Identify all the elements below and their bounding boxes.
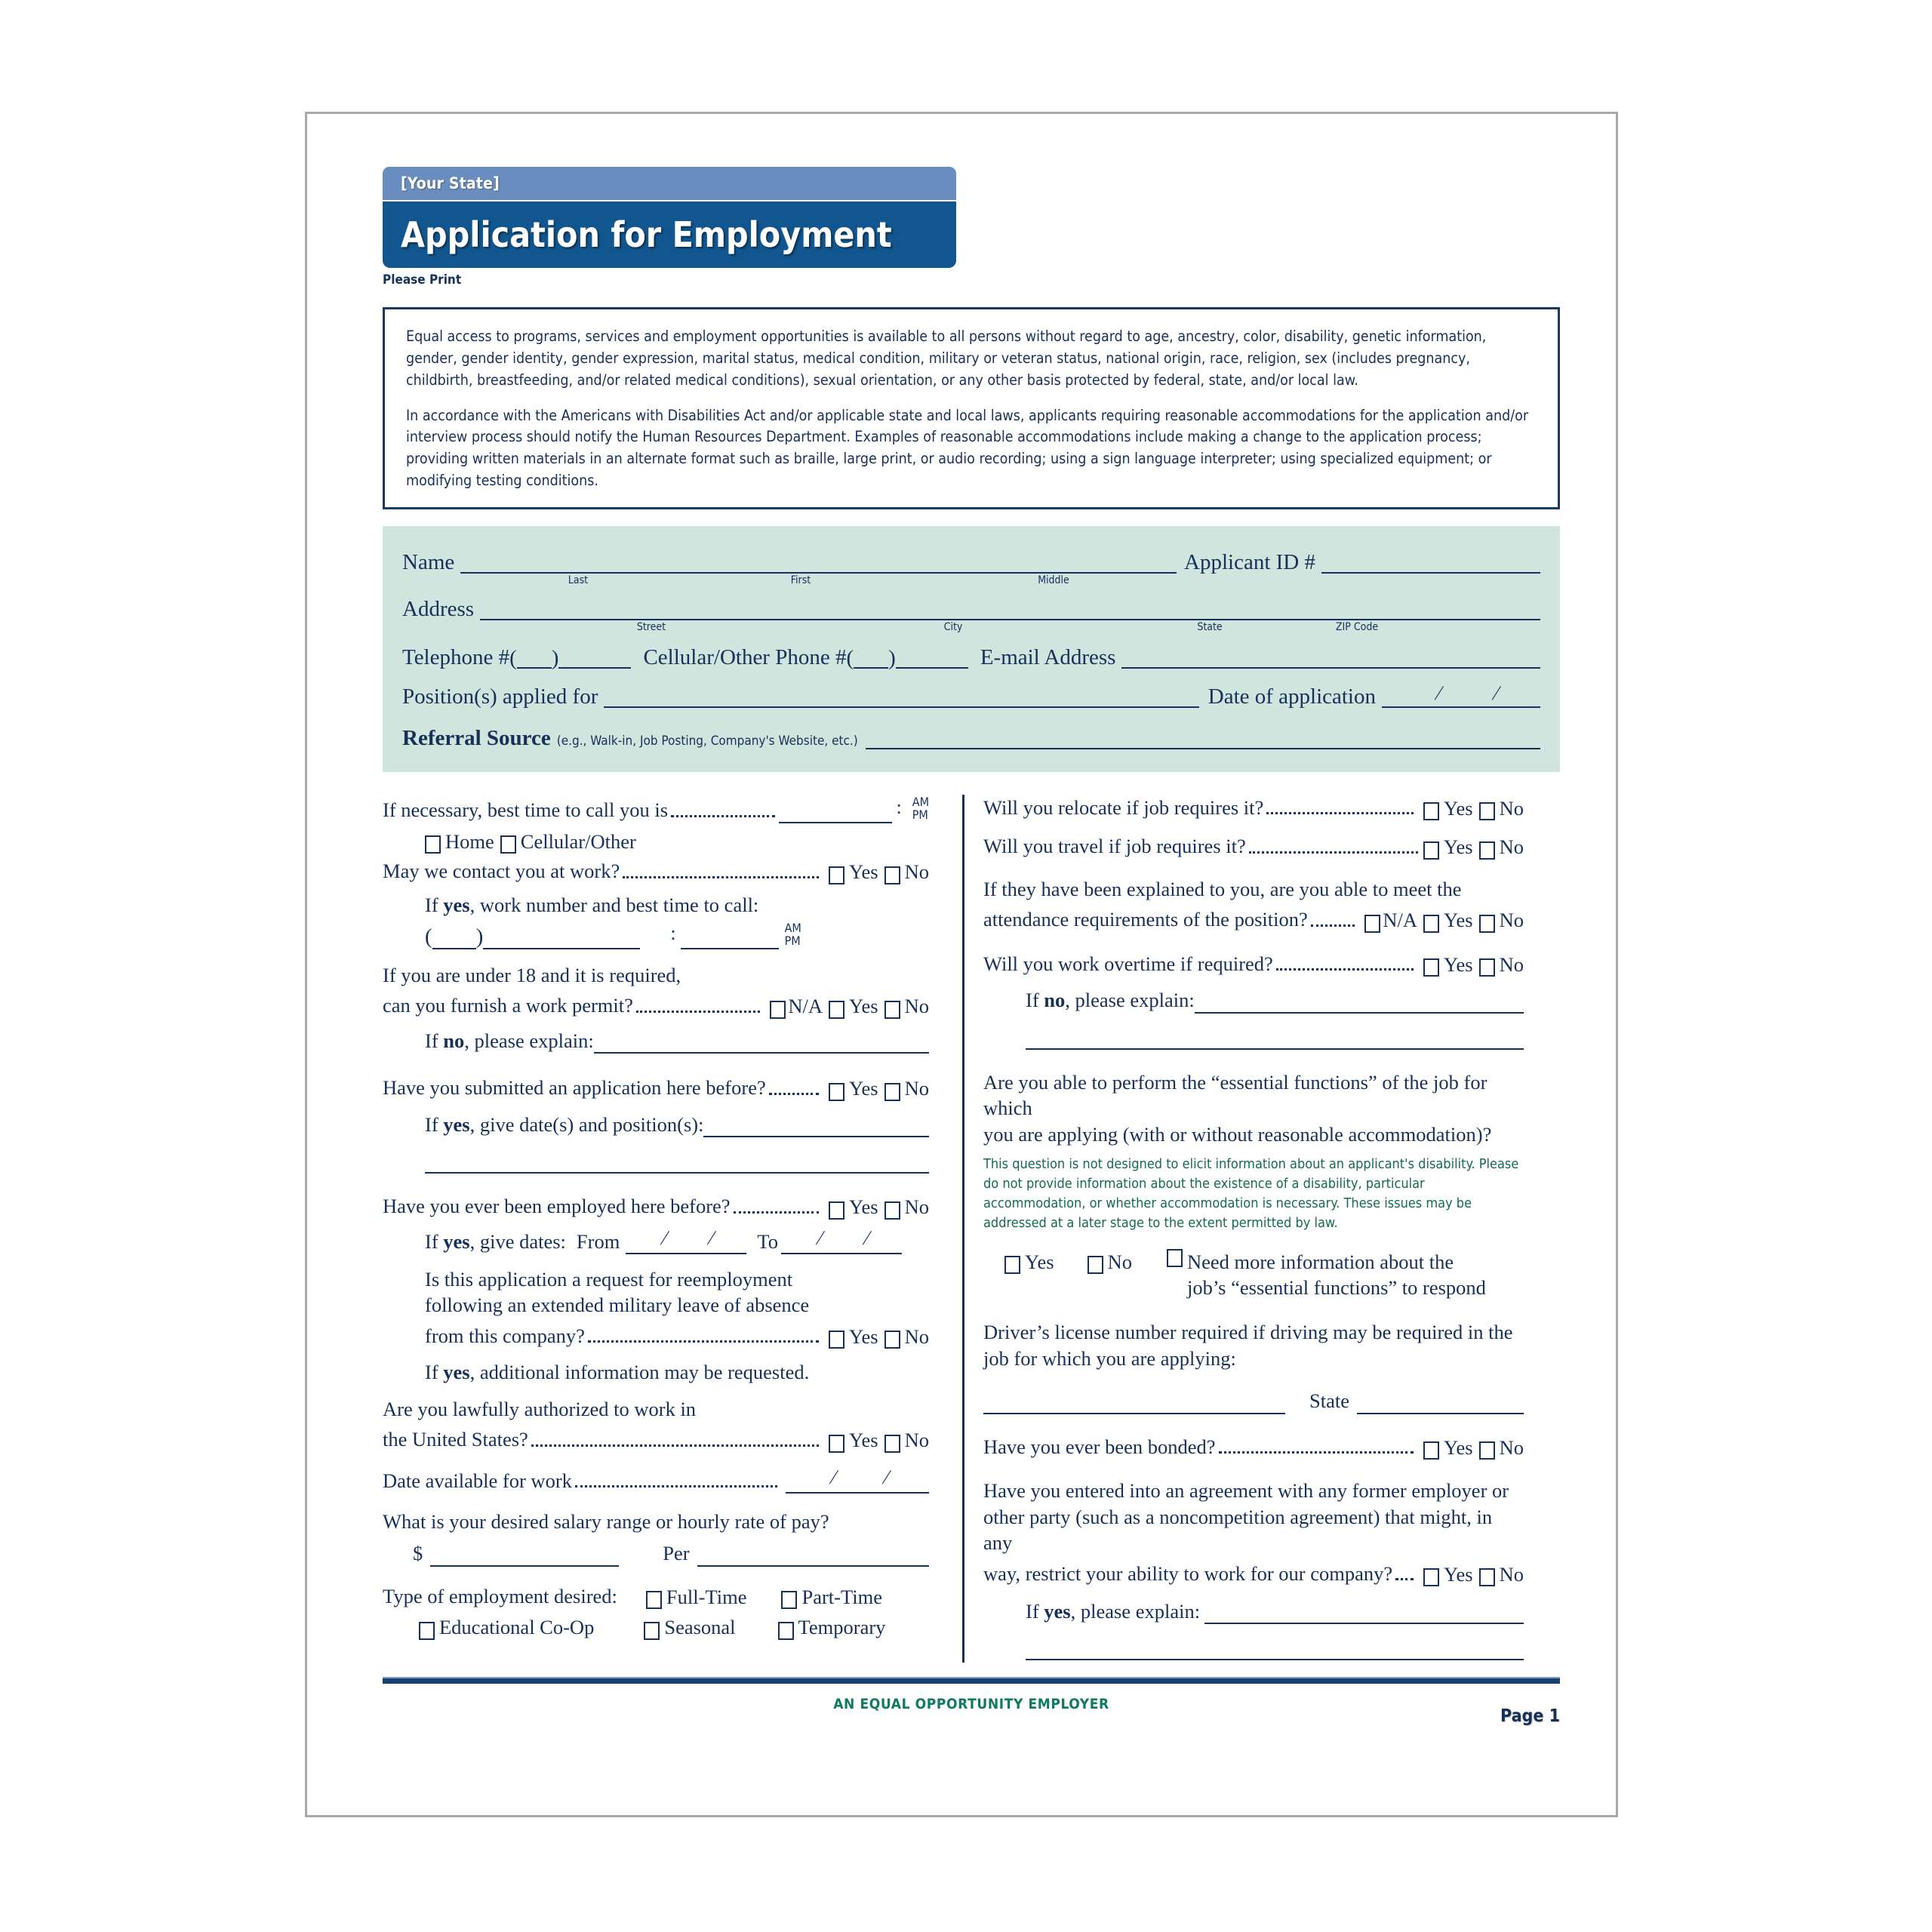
overtime-yes[interactable] xyxy=(1417,951,1473,977)
form-header xyxy=(383,167,1560,288)
reemployment-line-3: from this company? xyxy=(425,1324,585,1347)
pm-label: PM xyxy=(912,808,928,823)
employment-type-full-time[interactable] xyxy=(640,1583,747,1609)
best-time-to-call-input[interactable] xyxy=(779,802,892,823)
work-number-followup-label: If yes, work number and best time to call: xyxy=(425,893,759,916)
phone-type-cellular-option[interactable] xyxy=(494,828,636,854)
checkbox-no[interactable] xyxy=(1479,802,1495,820)
reemployment-line-1: Is this application a request for reemployment xyxy=(425,1267,793,1291)
left-question-column xyxy=(383,795,953,1660)
checkbox-na[interactable] xyxy=(770,1001,786,1019)
leader-dots xyxy=(623,875,819,878)
contact-at-work-question xyxy=(383,858,929,884)
overtime-explain-input[interactable] xyxy=(1195,995,1524,1014)
drivers-license-state-label: State xyxy=(1309,1389,1349,1413)
no-label: No xyxy=(1107,1250,1132,1273)
date-slash-2: / xyxy=(860,1226,873,1249)
no-label: No xyxy=(1499,909,1524,932)
no-label: No xyxy=(904,1324,929,1348)
leader-dots xyxy=(734,1211,819,1214)
reemployment-no[interactable] xyxy=(878,1323,929,1349)
salary-per-input[interactable] xyxy=(697,1546,929,1567)
essential-functions-line-2: you are applying (with or without reasonable accommodation)? xyxy=(983,1122,1492,1146)
checkbox-no[interactable] xyxy=(884,866,900,884)
from-label: From xyxy=(576,1229,620,1253)
ampm-label xyxy=(912,796,929,822)
employment-type-row-2 xyxy=(419,1614,929,1639)
no-label: No xyxy=(1499,797,1524,820)
date-slash-1: / xyxy=(814,1226,826,1249)
work-areacode-input[interactable] xyxy=(432,928,476,949)
name-sublabels xyxy=(402,574,1540,586)
leader-dots xyxy=(1395,1577,1414,1580)
reemployment-yes[interactable] xyxy=(823,1323,878,1349)
checkbox-yes[interactable] xyxy=(1423,1441,1439,1460)
checkbox-no[interactable] xyxy=(1479,958,1495,977)
checkbox-yes[interactable] xyxy=(1004,1256,1020,1274)
applicant-id-input[interactable] xyxy=(1321,552,1540,574)
salary-question-label: What is your desired salary range or hourly rate of pay? xyxy=(383,1510,829,1534)
noncompete-answer-row xyxy=(983,1561,1524,1586)
employed-before-label: Have you ever been employed here before? xyxy=(383,1195,731,1218)
eeo-notice-paragraph-1: Equal access to programs, services and employment opportunities is available to all persons without regard to age, ancestry, color, disability, genetic information, gender, gender identity, gender expression, marital status, medical condition, military or veteran status, national origin, race, religion, sex (includes pregnancy, childbirth, breastfeeding, and/or related medical conditions), sexual orientation, or any other basis protected by federal, state, and/or local law. xyxy=(406,328,1487,389)
relocate-label: Will you relocate if job requires it? xyxy=(983,796,1264,820)
leader-dots xyxy=(1311,924,1355,927)
leader-dots xyxy=(671,814,774,817)
no-label: No xyxy=(1499,952,1524,976)
leader-dots xyxy=(769,1092,819,1095)
leader-dots xyxy=(1266,811,1414,814)
checkbox-yes[interactable] xyxy=(829,1083,844,1101)
noncompete-line-2: other party (such as a noncompetition agreement) that might, in any xyxy=(983,1505,1493,1555)
am-label: AM xyxy=(912,795,929,810)
noncompete-explain-input[interactable] xyxy=(1204,1606,1524,1624)
work-time-colon: : xyxy=(670,922,676,945)
bonded-yes[interactable] xyxy=(1417,1434,1473,1460)
salary-question xyxy=(383,1509,929,1534)
salary-amount-input[interactable] xyxy=(430,1546,619,1567)
address-sublabel-zip: ZIP Code xyxy=(1335,621,1379,634)
no-label: No xyxy=(904,860,929,884)
reemployment-note: If yes, additional information may be requested. xyxy=(425,1361,810,1384)
bonded-label: Have you ever been bonded? xyxy=(983,1435,1216,1458)
leader-dots xyxy=(1276,968,1414,971)
need-more-info-text xyxy=(1187,1248,1486,1300)
employment-type-label: Type of employment desired: xyxy=(383,1584,617,1607)
submitted-before-detail-input[interactable] xyxy=(703,1119,929,1137)
salary-row xyxy=(413,1540,929,1566)
work-permit-line-2: can you furnish a work permit? xyxy=(383,994,633,1017)
overtime-explain-row xyxy=(1026,987,1524,1013)
attendance-answer-row xyxy=(983,906,1524,932)
checkbox-seasonal[interactable] xyxy=(644,1622,660,1640)
noncompete-explain-label: If yes, please explain: xyxy=(1026,1599,1201,1623)
drivers-license-state-input[interactable] xyxy=(1357,1393,1524,1414)
cellular-number-input[interactable] xyxy=(896,648,968,669)
checkbox-yes[interactable] xyxy=(1423,802,1439,820)
am-label: AM xyxy=(784,921,801,936)
date-slash-2: / xyxy=(706,1226,718,1249)
employed-before-yes[interactable] xyxy=(823,1193,878,1219)
reemployment-answer-row xyxy=(425,1323,929,1349)
employment-type-part-time-label: Part-Time xyxy=(801,1585,882,1608)
address-sublabels xyxy=(402,621,1540,633)
work-permit-explain-row xyxy=(425,1028,929,1054)
contact-at-work-no[interactable] xyxy=(878,858,929,884)
leader-dots xyxy=(1249,851,1418,854)
work-permit-line-1: If you are under 18 and it is required, xyxy=(383,963,681,986)
submitted-before-question xyxy=(383,1075,929,1100)
checkbox-no[interactable] xyxy=(1479,1441,1495,1460)
attendance-question xyxy=(983,876,1524,902)
work-permit-question xyxy=(383,962,929,988)
yes-label: Yes xyxy=(849,1195,878,1219)
drivers-license-line-2: job for which you are applying: xyxy=(983,1346,1236,1370)
state-tab xyxy=(383,167,956,200)
noncompete-explain-input-2[interactable] xyxy=(1026,1642,1524,1660)
phone-type-home-label: Home xyxy=(445,829,494,853)
date-available-question xyxy=(383,1465,929,1494)
essential-functions-need-more-info[interactable] xyxy=(1161,1248,1486,1300)
no-label: No xyxy=(904,995,929,1018)
employment-type-seasonal[interactable] xyxy=(638,1614,735,1639)
employment-type-seasonal-label: Seasonal xyxy=(664,1616,736,1639)
essential-functions-no[interactable] xyxy=(1081,1248,1132,1274)
yes-label: Yes xyxy=(1444,1562,1473,1586)
please-print-label: Please Print xyxy=(383,272,462,288)
work-permit-explain-label: If no, please explain: xyxy=(425,1029,594,1052)
work-permit-answer-row xyxy=(383,992,929,1018)
yes-label: Yes xyxy=(1444,1435,1473,1459)
checkbox-no[interactable] xyxy=(884,1083,900,1101)
checkbox-no[interactable] xyxy=(1479,1568,1495,1586)
work-authorization-line-2: the United States? xyxy=(383,1428,528,1451)
date-slash-1: / xyxy=(1432,681,1445,705)
checkbox-no[interactable] xyxy=(1479,841,1495,860)
cellular-label: Cellular/Other Phone # xyxy=(643,645,847,670)
right-question-column xyxy=(953,795,1524,1660)
checkbox-educational-co-op[interactable] xyxy=(419,1622,435,1640)
submitted-before-followup-row xyxy=(425,1112,929,1137)
leader-dots xyxy=(1219,1451,1414,1454)
checkbox-na[interactable] xyxy=(1364,915,1380,933)
leader-dots xyxy=(588,1340,819,1343)
name-sublabel-last: Last xyxy=(568,574,589,587)
submitted-before-detail-input-2[interactable] xyxy=(425,1155,929,1174)
noncompete-line-1: Have you entered into an agreement with any former employer or xyxy=(983,1479,1509,1503)
checkbox-yes[interactable] xyxy=(1423,1568,1439,1586)
eeo-notice-paragraph-2: In accordance with the Americans with Disabilities Act and/or applicable state and local laws, applicants requiring reasonable accommodations for the application and/or interview process should notify the Human Resources Department. Examples of reasonable accommodations include making a change to the application process; providing written materials in an alternate format such as braille, large print, or audio recording; using a sign language interpreter; using specialized equipment; or modifying testing conditions. xyxy=(406,406,1529,490)
submitted-before-label: Have you submitted an application here before? xyxy=(383,1076,766,1100)
employed-before-dates-label: If yes, give dates: xyxy=(425,1229,566,1253)
referral-row xyxy=(402,728,1540,749)
overtime-question xyxy=(983,951,1524,977)
noncompete-explain-row xyxy=(1026,1598,1524,1624)
work-authorization-question xyxy=(383,1396,929,1422)
work-best-time-input[interactable] xyxy=(681,928,779,949)
employment-type-educational-coop-label: Educational Co-Op xyxy=(439,1616,595,1639)
checkbox-yes[interactable] xyxy=(829,1201,844,1220)
email-input[interactable] xyxy=(1121,648,1540,669)
drivers-license-number-input[interactable] xyxy=(983,1393,1285,1414)
work-number-row xyxy=(425,921,929,949)
work-permit-explain-input[interactable] xyxy=(594,1035,929,1054)
name-input[interactable] xyxy=(460,552,1177,574)
yes-label: Yes xyxy=(849,995,878,1018)
relocate-question xyxy=(983,795,1524,820)
position-row xyxy=(402,681,1540,709)
checkbox-yes[interactable] xyxy=(829,1331,844,1349)
to-label: To xyxy=(757,1229,778,1253)
name-row xyxy=(402,552,1540,574)
essential-functions-yes[interactable] xyxy=(1004,1248,1054,1274)
essential-functions-note: This question is not designed to elicit information about an applicant's disability. Please do not provide information about the existence of a disability, particular accommodation, or whether accommodation is necessary. These issues may be addressed at a later stage to the extent permitted by law. xyxy=(983,1155,1519,1231)
date-available-input[interactable] xyxy=(786,1465,929,1494)
best-time-to-call-question xyxy=(383,795,929,823)
questions-area xyxy=(383,795,1560,1660)
checkbox-no[interactable] xyxy=(884,1001,900,1019)
work-number-followup xyxy=(425,892,929,918)
reemployment-question xyxy=(425,1266,929,1318)
noncompete-no[interactable] xyxy=(1473,1561,1524,1586)
page-title: Application for Employment xyxy=(401,214,892,255)
relocate-yes[interactable] xyxy=(1417,795,1473,820)
yes-label: Yes xyxy=(1444,952,1473,976)
column-divider xyxy=(962,795,964,1663)
checkbox-yes[interactable] xyxy=(829,1001,844,1019)
noncompete-question xyxy=(983,1478,1524,1555)
position-input[interactable] xyxy=(604,687,1198,708)
work-authorization-line-1: Are you lawfully authorized to work in xyxy=(383,1397,697,1420)
yes-label: Yes xyxy=(849,1324,878,1348)
no-label: No xyxy=(904,1429,929,1452)
telephone-paren-open: ( xyxy=(509,646,517,671)
referral-example: (e.g., Walk-in, Job Posting, Company's Website, etc.) xyxy=(556,734,858,749)
bonded-no[interactable] xyxy=(1473,1434,1524,1460)
date-slash-2: / xyxy=(1490,681,1503,705)
checkbox-temporary[interactable] xyxy=(778,1622,794,1640)
dollar-sign-label: $ xyxy=(413,1542,423,1565)
yes-label: Yes xyxy=(849,1429,878,1452)
work-paren-close: ) xyxy=(475,924,484,949)
employed-before-question xyxy=(383,1193,929,1219)
noncompete-yes[interactable] xyxy=(1417,1561,1473,1586)
submitted-before-yes[interactable] xyxy=(823,1075,878,1100)
position-label: Position(s) applied for xyxy=(402,685,598,709)
attendance-line-2: attendance requirements of the position? xyxy=(983,908,1308,931)
overtime-no[interactable] xyxy=(1473,951,1524,977)
checkbox-yes[interactable] xyxy=(829,866,844,884)
pm-label: PM xyxy=(784,934,801,949)
no-label: No xyxy=(1499,1435,1524,1459)
travel-no[interactable] xyxy=(1473,833,1524,859)
date-slash-1: / xyxy=(827,1465,840,1488)
employed-before-no[interactable] xyxy=(878,1193,929,1219)
phone-type-cellular-label: Cellular/Other xyxy=(520,829,636,853)
na-label: N/A xyxy=(1383,909,1418,932)
work-permit-no[interactable] xyxy=(878,992,929,1018)
submitted-before-no[interactable] xyxy=(878,1075,929,1100)
name-sublabel-first: First xyxy=(790,574,811,587)
leader-dots xyxy=(575,1484,777,1487)
cellular-areacode-input[interactable] xyxy=(854,648,888,669)
employed-before-dates-row xyxy=(425,1226,929,1254)
employed-to-date-input[interactable] xyxy=(781,1226,902,1254)
work-authorization-answer-row xyxy=(383,1426,929,1452)
work-number-input[interactable] xyxy=(483,928,640,949)
reemployment-line-2: following an extended military leave of absence xyxy=(425,1294,810,1317)
address-sublabel-street: Street xyxy=(636,621,666,634)
yes-label: Yes xyxy=(1025,1250,1054,1273)
address-input[interactable] xyxy=(480,599,1540,620)
referral-label: Referral Source xyxy=(402,726,551,751)
checkbox-home[interactable] xyxy=(425,835,441,854)
work-permit-yes[interactable] xyxy=(823,992,878,1018)
contact-at-work-label: May we contact you at work? xyxy=(383,860,620,883)
equal-opportunity-employer-label: AN EQUAL OPPORTUNITY EMPLOYER xyxy=(833,1696,1109,1713)
personal-information-panel xyxy=(383,526,1560,772)
telephone-paren-close: ) xyxy=(551,646,559,671)
form-footer xyxy=(383,1684,1560,1729)
telephone-label: Telephone # xyxy=(402,645,510,670)
overtime-label: Will you work overtime if required? xyxy=(983,952,1273,975)
reemployment-note-row xyxy=(425,1359,929,1385)
need-more-info-line-2: job’s “essential functions” to respond xyxy=(1186,1276,1486,1300)
checkbox-no[interactable] xyxy=(1088,1256,1103,1274)
leader-dots xyxy=(531,1444,819,1447)
checkbox-yes[interactable] xyxy=(1423,915,1439,933)
checkbox-no[interactable] xyxy=(884,1201,900,1220)
checkbox-yes[interactable] xyxy=(1423,958,1439,977)
phone-type-home-option[interactable] xyxy=(425,828,494,854)
no-label: No xyxy=(1499,1562,1524,1586)
employment-type-educational-coop[interactable] xyxy=(419,1614,594,1639)
date-slash-1: / xyxy=(659,1226,672,1249)
page-number: Page 1 xyxy=(1500,1706,1560,1727)
applicant-id-label: Applicant ID # xyxy=(1184,550,1315,575)
per-label: Per xyxy=(663,1542,690,1565)
checkbox-need-more-information[interactable] xyxy=(1167,1249,1183,1267)
relocate-no[interactable] xyxy=(1473,795,1524,820)
submitted-before-followup-label: If yes, give date(s) and position(s): xyxy=(425,1112,704,1136)
no-label: No xyxy=(1499,835,1524,859)
footer-divider xyxy=(383,1677,1560,1684)
checkbox-full-time[interactable] xyxy=(646,1591,662,1609)
drivers-license-row xyxy=(983,1388,1524,1414)
employment-type-row-1 xyxy=(383,1583,929,1609)
travel-label: Will you travel if job requires it? xyxy=(983,835,1246,858)
employment-type-temporary[interactable] xyxy=(772,1614,886,1639)
drivers-license-line-1: Driver’s license number required if driving may be required in the xyxy=(983,1321,1513,1344)
yes-label: Yes xyxy=(1444,909,1473,932)
form-sheet xyxy=(305,112,1618,1817)
essential-functions-question xyxy=(983,1069,1524,1147)
overtime-explain-input-2[interactable] xyxy=(1026,1032,1524,1050)
address-label: Address xyxy=(402,597,475,622)
title-bar xyxy=(383,202,956,268)
contact-row xyxy=(402,644,1540,669)
employment-type-part-time[interactable] xyxy=(775,1583,882,1609)
eeo-notice-box xyxy=(383,307,1560,509)
checkbox-yes[interactable] xyxy=(1423,841,1439,860)
checkbox-no[interactable] xyxy=(884,1435,900,1453)
yes-label: Yes xyxy=(849,860,878,884)
attendance-na[interactable] xyxy=(1358,906,1417,932)
telephone-areacode-input[interactable] xyxy=(517,648,552,669)
travel-yes[interactable] xyxy=(1422,833,1473,859)
email-label: E-mail Address xyxy=(980,645,1116,670)
essential-functions-options xyxy=(1004,1248,1524,1300)
time-colon: : xyxy=(896,796,902,819)
cellular-paren-close: ) xyxy=(888,646,896,671)
name-sublabel-middle: Middle xyxy=(1038,574,1069,587)
work-authorization-no[interactable] xyxy=(878,1426,929,1452)
work-ampm-label xyxy=(785,922,801,948)
attendance-yes[interactable] xyxy=(1417,906,1473,932)
best-time-to-call-label: If necessary, best time to call you is xyxy=(383,798,669,822)
yes-label: Yes xyxy=(1444,797,1473,820)
na-label: N/A xyxy=(788,995,823,1018)
state-tab-label: [Your State] xyxy=(401,174,500,192)
date-slash-2: / xyxy=(880,1465,893,1488)
address-sublabel-state: State xyxy=(1197,621,1223,634)
checkbox-no[interactable] xyxy=(884,1331,900,1349)
no-label: No xyxy=(904,1077,929,1100)
telephone-number-input[interactable] xyxy=(558,648,631,669)
date-of-application-label: Date of application xyxy=(1208,685,1376,709)
date-available-label: Date available for work xyxy=(383,1469,572,1492)
name-label: Name xyxy=(402,550,455,575)
employment-type-temporary-label: Temporary xyxy=(798,1616,886,1639)
bonded-question xyxy=(983,1434,1524,1460)
checkbox-yes[interactable] xyxy=(829,1435,844,1453)
overtime-explain-label: If no, please explain: xyxy=(1026,989,1195,1012)
address-row xyxy=(402,598,1540,620)
yes-label: Yes xyxy=(1444,835,1473,859)
address-sublabel-city: City xyxy=(943,621,963,634)
yes-label: Yes xyxy=(849,1077,878,1100)
checkbox-cellular-other[interactable] xyxy=(500,835,516,854)
checkbox-part-time[interactable] xyxy=(781,1591,797,1609)
checkbox-no[interactable] xyxy=(1479,915,1495,933)
work-authorization-yes[interactable] xyxy=(823,1426,878,1452)
need-more-info-line-1: Need more information about the xyxy=(1186,1250,1454,1273)
leader-dots xyxy=(636,1010,761,1013)
no-label: No xyxy=(904,1195,929,1219)
essential-functions-line-1: Are you able to perform the “essential functions” of the job for which xyxy=(983,1070,1487,1120)
employment-type-full-time-label: Full-Time xyxy=(666,1585,747,1608)
work-permit-na[interactable] xyxy=(764,992,823,1018)
attendance-line-1: If they have been explained to you, are you able to meet the xyxy=(983,877,1462,900)
drivers-license-question xyxy=(983,1319,1524,1371)
date-of-application-input[interactable] xyxy=(1382,681,1540,708)
noncompete-line-3: way, restrict your ability to work for our company? xyxy=(983,1561,1393,1585)
employed-from-date-input[interactable] xyxy=(626,1226,746,1254)
phone-type-options xyxy=(425,828,929,854)
referral-input[interactable] xyxy=(866,728,1540,749)
cellular-paren-open: ( xyxy=(846,646,854,671)
work-paren-open: ( xyxy=(425,924,432,949)
contact-at-work-yes[interactable] xyxy=(823,858,878,884)
attendance-no[interactable] xyxy=(1473,906,1524,932)
travel-question xyxy=(983,833,1524,859)
